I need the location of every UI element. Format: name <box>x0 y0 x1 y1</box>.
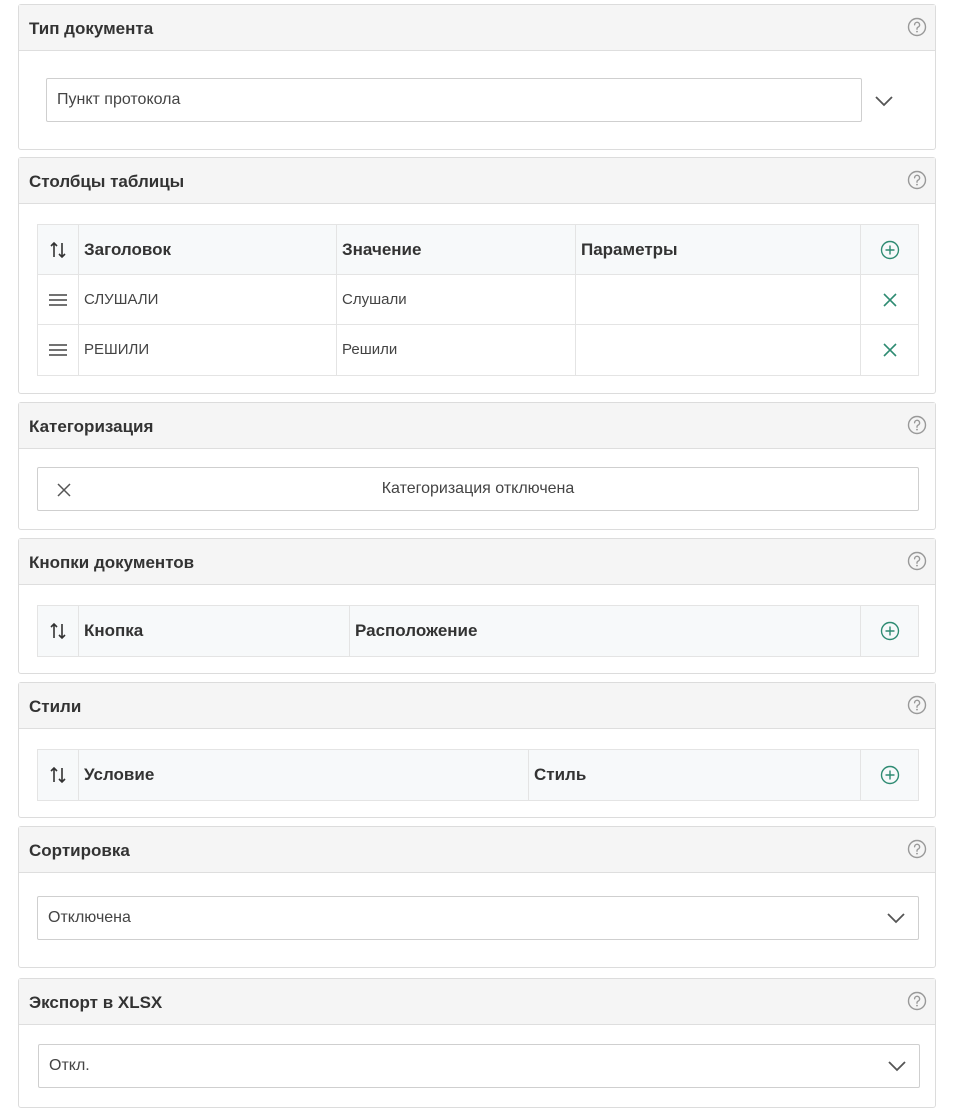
sorting-panel <box>18 826 936 968</box>
column-header-title: Заголовок <box>84 240 172 259</box>
columns-table <box>37 224 919 376</box>
chevron-down-icon <box>886 912 906 924</box>
help-icon[interactable] <box>907 991 927 1011</box>
export-header <box>19 979 935 1025</box>
header-style-cell <box>528 750 860 800</box>
export-title: Экспорт в XLSX <box>29 993 163 1012</box>
row-remove-cell <box>860 275 918 324</box>
row-title-cell[interactable] <box>78 325 336 375</box>
help-icon[interactable] <box>907 170 927 190</box>
row-params-cell[interactable] <box>575 325 860 375</box>
header-add-cell <box>860 225 918 274</box>
styles-header <box>19 683 935 729</box>
help-icon[interactable] <box>907 551 927 571</box>
header-condition-cell <box>78 750 528 800</box>
row-value: Слушали <box>342 291 407 308</box>
help-icon[interactable] <box>907 695 927 715</box>
column-header-button: Кнопка <box>84 621 144 640</box>
sort-cell <box>38 225 78 274</box>
help-icon[interactable] <box>907 839 927 859</box>
doc-type-panel <box>18 4 936 150</box>
header-add-cell <box>860 606 918 656</box>
doc-buttons-table <box>37 605 919 657</box>
styles-title: Стили <box>29 697 82 716</box>
header-title-cell <box>78 225 336 274</box>
doc-buttons-header-row <box>38 606 918 656</box>
doc-type-header <box>19 5 935 51</box>
column-header-value: Значение <box>342 240 422 259</box>
column-header-location: Расположение <box>355 621 478 640</box>
drag-handle-icon[interactable] <box>48 293 68 307</box>
table-row <box>38 325 918 375</box>
styles-header-row <box>38 750 918 800</box>
sorting-header <box>19 827 935 873</box>
table-columns-title: Столбцы таблицы <box>29 172 185 191</box>
sorting-value: Отключена <box>48 909 131 926</box>
header-value-cell <box>336 225 575 274</box>
styles-table <box>37 749 919 801</box>
column-header-params: Параметры <box>581 240 678 259</box>
close-icon[interactable] <box>882 342 898 358</box>
sort-arrows-icon[interactable] <box>48 240 68 260</box>
header-location-cell <box>349 606 860 656</box>
add-style-icon[interactable] <box>880 765 900 785</box>
header-params-cell <box>575 225 860 274</box>
sort-arrows-icon[interactable] <box>48 765 68 785</box>
row-title-cell[interactable] <box>78 275 336 324</box>
chevron-down-icon <box>887 1060 907 1072</box>
export-select[interactable] <box>38 1044 920 1088</box>
row-title: СЛУШАЛИ <box>84 291 159 308</box>
table-columns-panel <box>18 157 936 394</box>
doc-buttons-header <box>19 539 935 585</box>
sort-cell <box>38 606 78 656</box>
row-title: РЕШИЛИ <box>84 341 150 358</box>
categorization-header <box>19 403 935 449</box>
categorization-toggle[interactable] <box>37 467 919 511</box>
doc-type-title: Тип документа <box>29 19 154 38</box>
sorting-title: Сортировка <box>29 841 130 860</box>
row-value: Решили <box>342 341 398 358</box>
doc-type-value: Пункт протокола <box>57 91 181 108</box>
sort-arrows-icon[interactable] <box>48 621 68 641</box>
column-header-condition: Условие <box>84 765 155 784</box>
table-row <box>38 275 918 325</box>
add-column-icon[interactable] <box>880 240 900 260</box>
help-icon[interactable] <box>907 17 927 37</box>
add-button-icon[interactable] <box>880 621 900 641</box>
row-value-cell[interactable] <box>336 275 575 324</box>
sorting-select[interactable] <box>37 896 919 940</box>
categorization-title: Категоризация <box>29 417 154 436</box>
row-params-cell[interactable] <box>575 275 860 324</box>
doc-buttons-panel <box>18 538 936 674</box>
row-value-cell[interactable] <box>336 325 575 375</box>
close-icon[interactable] <box>882 292 898 308</box>
header-button-cell <box>78 606 349 656</box>
header-add-cell <box>860 750 918 800</box>
sort-cell <box>38 750 78 800</box>
drag-cell <box>38 325 78 375</box>
chevron-down-icon[interactable] <box>874 95 894 107</box>
export-value: Откл. <box>49 1057 90 1074</box>
styles-panel <box>18 682 936 818</box>
help-icon[interactable] <box>907 415 927 435</box>
drag-handle-icon[interactable] <box>48 343 68 357</box>
row-remove-cell <box>860 325 918 375</box>
categorization-panel <box>18 402 936 530</box>
drag-cell <box>38 275 78 324</box>
doc-type-select[interactable] <box>46 78 862 122</box>
categorization-status: Категоризация отключена <box>381 480 575 497</box>
columns-table-header-row <box>38 225 918 275</box>
column-header-style: Стиль <box>534 765 587 784</box>
doc-buttons-title: Кнопки документов <box>29 553 195 572</box>
export-panel <box>18 978 936 1108</box>
table-columns-header <box>19 158 935 204</box>
